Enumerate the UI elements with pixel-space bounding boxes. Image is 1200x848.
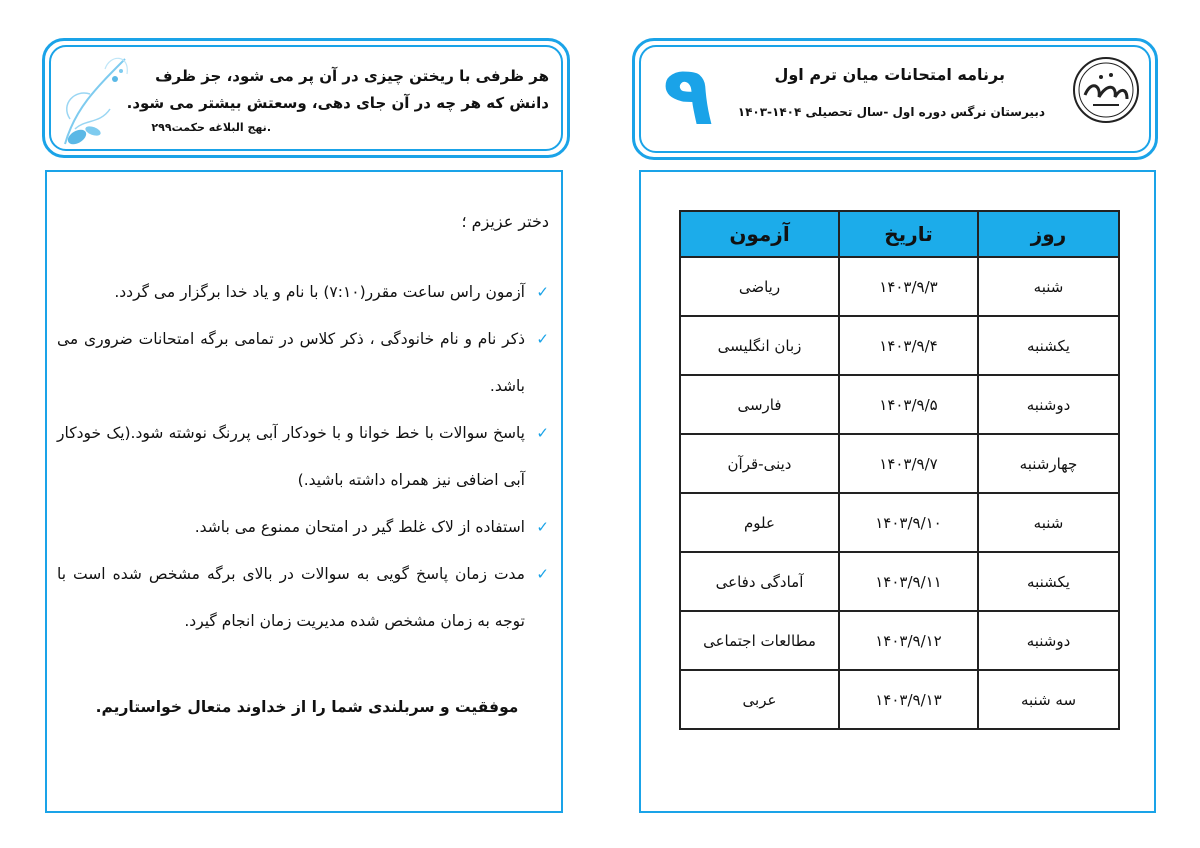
check-icon: ✓ (536, 283, 549, 301)
check-icon: ✓ (536, 518, 549, 536)
table-row (680, 316, 1119, 375)
header-day: روز (978, 211, 1119, 257)
cell-day: شنبه (978, 257, 1119, 316)
cell-date: ۱۴۰۳/۹/۱۲ (839, 611, 978, 670)
table-row (680, 257, 1119, 316)
exam-schedule-table (679, 210, 1120, 730)
table-row (680, 670, 1119, 729)
header-date: تاریخ (839, 211, 978, 257)
check-icon: ✓ (536, 565, 549, 583)
cell-date: ۱۴۰۳/۹/۵ (839, 375, 978, 434)
quote-source: .نهج البلاغه حکمت۲۹۹ (151, 121, 271, 134)
closing-message: موفقیت و سربلندی شما را از خداوند متعال خواستاریم. (95, 698, 519, 716)
cell-date: ۱۴۰۳/۹/۳ (839, 257, 978, 316)
table-row (680, 552, 1119, 611)
rule-item: ✓ ذکر نام و نام خانودگی ، ذکر کلاس در تمامی برگه امتحانات ضروری می باشد. (57, 316, 549, 410)
cell-date: ۱۴۰۳/۹/۱۰ (839, 493, 978, 552)
check-icon: ✓ (536, 424, 549, 442)
cell-day: سه شنبه (978, 670, 1119, 729)
cell-date: ۱۴۰۳/۹/۷ (839, 434, 978, 493)
check-icon: ✓ (536, 330, 549, 348)
cell-exam: دینی-قرآن (680, 434, 839, 493)
exam-subtitle: دبیرستان نرگس دوره اول -سال تحصیلی ۱۴۰۴-۱۴۰۳ (737, 105, 1045, 119)
cell-day: یکشنبه (978, 316, 1119, 375)
cell-day: شنبه (978, 493, 1119, 552)
exam-header (632, 38, 1158, 160)
table-row (680, 375, 1119, 434)
cell-date: ۱۴۰۳/۹/۴ (839, 316, 978, 375)
school-logo-icon (1071, 55, 1141, 125)
instructions-panel (45, 170, 563, 813)
cell-exam: آمادگی دفاعی (680, 552, 839, 611)
instructions-letter (57, 212, 549, 645)
cell-exam: زبان انگلیسی (680, 316, 839, 375)
cell-exam: مطالعات اجتماعی (680, 611, 839, 670)
rule-item: ✓ استفاده از لاک غلط گیر در امتحان ممنوع می باشد. (57, 504, 549, 551)
rule-item: ✓ آزمون راس ساعت مقرر(۷:۱۰) با نام و یاد خدا برگزار می گردد. (57, 269, 549, 316)
exam-title: برنامه امتحانات میان ترم اول (774, 65, 1005, 84)
table-row (680, 434, 1119, 493)
header-exam: آزمون (680, 211, 839, 257)
grade-number: ۹ (663, 49, 714, 144)
greeting: دختر عزیزم ؛ (461, 212, 549, 231)
cell-date: ۱۴۰۳/۹/۱۳ (839, 670, 978, 729)
schedule-panel (639, 170, 1156, 813)
cell-day: دوشنبه (978, 375, 1119, 434)
rule-item: ✓ پاسخ سوالات با خط خوانا و با خودکار آبی پررنگ نوشته شود.(یک خودکار آبی اضافی نیز همراه داشته باشید.) (57, 410, 549, 504)
cell-day: یکشنبه (978, 552, 1119, 611)
rule-item: ✓ مدت زمان پاسخ گویی به سوالات در بالای برگه مشخص شده است با توجه به زمان مشخص شده مدیریت زمان انجام گیرد. (57, 551, 549, 645)
cell-exam: علوم (680, 493, 839, 552)
cell-date: ۱۴۰۳/۹/۱۱ (839, 552, 978, 611)
cell-exam: ریاضی (680, 257, 839, 316)
cell-exam: عربی (680, 670, 839, 729)
table-row (680, 611, 1119, 670)
cell-exam: فارسی (680, 375, 839, 434)
cell-day: دوشنبه (978, 611, 1119, 670)
quote-text: هر ظرفی با ریختن چیزی در آن پر می شود، جز ظرف دانش که هر چه در آن جای دهی، وسعتش بیشتر می شود. (126, 67, 549, 112)
cell-day: چهارشنبه (978, 434, 1119, 493)
table-header-row (680, 211, 1119, 257)
quote-header (42, 38, 570, 158)
table-row (680, 493, 1119, 552)
